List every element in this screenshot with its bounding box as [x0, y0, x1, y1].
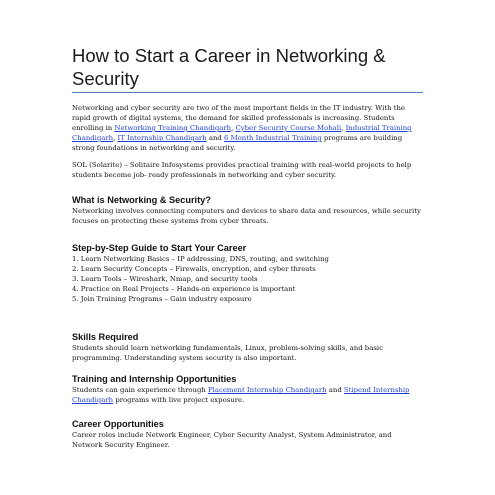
intro-text-5: and — [206, 134, 225, 142]
step-item: 2. Learn Security Concepts – Firewalls, encryption, and cyber threats — [72, 265, 316, 273]
step-item: 5. Join Training Programs – Gain industry exposure — [72, 295, 252, 303]
link-cyber-security-course-mohali[interactable]: Cyber Security Course Mohali — [235, 124, 342, 132]
document-body — [72, 103, 423, 450]
step-item: 1. Learn Networking Basics – IP addressing, DNS, routing, and switching — [72, 255, 329, 263]
training-text-3: programs with live project exposure. — [113, 396, 245, 404]
step-item: 4. Practice on Real Projects – Hands-on experience is important — [72, 285, 296, 293]
training-text-1: Students can gain experience through — [72, 386, 209, 394]
intro-text-6: programs are building strong foundations in networking and security. — [72, 134, 403, 152]
heading-skills: Skills Required — [72, 332, 139, 342]
link-networking-training-chandigarh[interactable]: Networking Training Chandigarh — [114, 124, 232, 132]
sol-paragraph: SOL (Solarite) – Solitaire Infosystems provides practical training with real-world projects to help students become job- ready professionals in networking and cyber security. — [72, 161, 412, 179]
link-6-month-industrial-training[interactable]: 6 Month Industrial Training — [224, 134, 322, 142]
link-placement-internship-chandigarh[interactable]: Placement Internship Chandigarh — [208, 386, 327, 394]
intro-text-3: , — [341, 124, 346, 132]
link-it-internship-chandigarh[interactable]: IT Internship Chandigarh — [117, 134, 207, 142]
intro-paragraph — [72, 103, 423, 153]
intro-text-2: , — [231, 124, 236, 132]
link-stipend-internship-chandigarh[interactable]: Stipend Internship Chandigarh — [72, 386, 410, 404]
heading-career: Career Opportunities — [72, 419, 164, 429]
page-title: How to Start a Career in Networking & Security — [72, 44, 423, 93]
career-paragraph: Career roles include Network Engineer, Cyber Security Analyst, System Administrator, and Network Security Engineer. — [72, 431, 392, 449]
skills-paragraph: Students should learn networking fundamentals, Linux, problem-solving skills, and basic programming. Understanding system security is also important. — [72, 344, 383, 362]
heading-training: Training and Internship Opportunities — [72, 374, 237, 384]
step-item: 3. Learn Tools – Wireshark, Nmap, and security tools — [72, 275, 258, 283]
heading-steps: Step-by-Step Guide to Start Your Career — [72, 243, 247, 253]
heading-what-is: What is Networking & Security? — [72, 195, 211, 205]
training-text-2: and — [326, 386, 344, 394]
steps-list — [72, 254, 423, 304]
training-paragraph — [72, 385, 423, 405]
what-is-paragraph: Networking involves connecting computers and devices to share data and resources, while security focuses on protecting these systems from cyber threats. — [72, 207, 421, 225]
intro-text-4: , — [113, 134, 118, 142]
link-industrial-training-chandigarh[interactable]: Industrial Training Chandigarh — [72, 124, 412, 142]
intro-text-1: Networking and cyber security are two of the most important fields in the IT industry. With the rapid growth of digital systems, the demand for skilled professionals is increasing. Students enrolling in — [72, 104, 405, 132]
